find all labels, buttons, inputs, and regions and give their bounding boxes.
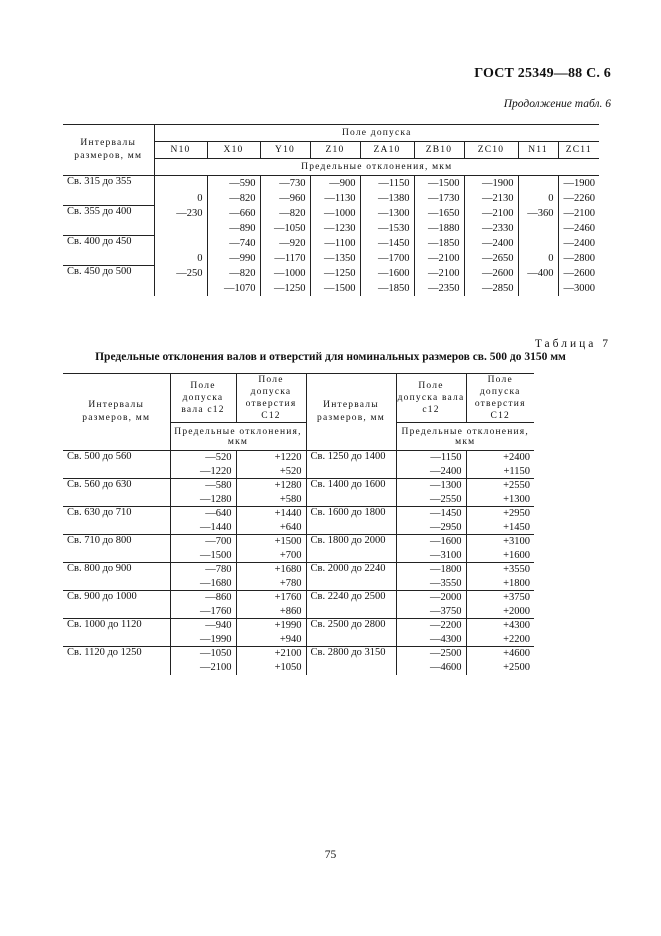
cell: —740: [207, 236, 260, 251]
row-label-2: Св. 1400 до 1600: [306, 479, 396, 507]
table-continuation-note: Продолжение табл. 6: [503, 98, 611, 110]
col-header-n10: N10: [154, 142, 207, 159]
row-label: Св. 900 до 1000: [63, 591, 170, 619]
table-row: [63, 479, 599, 493]
cell-c12-2: —1600: [396, 535, 466, 549]
cell: [518, 221, 558, 236]
col-header-zc10: ZC10: [464, 142, 518, 159]
cell: —1880: [414, 221, 464, 236]
row-label-2: Св. 2500 до 2800: [306, 619, 396, 647]
cell: —1700: [360, 251, 414, 266]
cell-c12: —1440: [170, 521, 236, 535]
cell: 0: [518, 251, 558, 266]
table-row: [63, 535, 599, 549]
cell: [518, 236, 558, 251]
cell: —1130: [310, 191, 360, 206]
cell-c12: —860: [170, 591, 236, 605]
col-header-zc11: ZC11: [558, 142, 599, 159]
cell-c12: —940: [170, 619, 236, 633]
cell: —1250: [310, 266, 360, 281]
cell: —2850: [464, 281, 518, 296]
row-label: Св. 560 до 630: [63, 479, 170, 507]
cell-C12: +1500: [236, 535, 306, 549]
table-7-label: Таблица 7: [534, 338, 611, 350]
cell-c12-2: —2200: [396, 619, 466, 633]
cell-c12: —2100: [170, 661, 236, 675]
cell: [518, 281, 558, 296]
c12-header-2: Поле допуска вала c12: [396, 374, 466, 423]
cell: [154, 176, 207, 191]
units-header-2: Предельные отклонения, мкм: [396, 423, 534, 451]
cell-c12: —580: [170, 479, 236, 493]
cell: —1100: [310, 236, 360, 251]
cell: —1230: [310, 221, 360, 236]
cell: —360: [518, 206, 558, 221]
cell-c12-2: —2400: [396, 465, 466, 479]
table-row: [63, 176, 599, 191]
cell: —2100: [563, 207, 595, 219]
cell: —1170: [260, 251, 310, 266]
cell-c12-2: —1800: [396, 563, 466, 577]
cell: —920: [260, 236, 310, 251]
col-header-y10: Y10: [260, 142, 310, 159]
cell: —2400: [464, 236, 518, 251]
cell: —1000: [310, 206, 360, 221]
cell-C12: +1680: [236, 563, 306, 577]
cell: —820: [260, 206, 310, 221]
cell-C12-2: +3550: [503, 564, 530, 576]
cell: —2800: [563, 252, 595, 264]
cell: —730: [260, 176, 310, 191]
row-label-2: Св. 1800 до 2000: [306, 535, 396, 563]
row-label-2: Св. 2800 до 3150: [306, 647, 396, 675]
cell: —1450: [360, 236, 414, 251]
row-label: Св. 630 до 710: [63, 507, 170, 535]
cell-C12: +940: [236, 633, 306, 647]
cell: —2600: [563, 267, 595, 279]
cell-c12-2: —2000: [396, 591, 466, 605]
row-label: Св. 400 до 450: [63, 236, 154, 266]
cell: —820: [207, 191, 260, 206]
cell: —1500: [310, 281, 360, 296]
table-row: [63, 619, 599, 633]
C12-header-2: Поле допуска отверстия C12: [466, 374, 534, 423]
table-row: [63, 507, 599, 521]
cell-C12-2: +1150: [466, 465, 534, 479]
cell: —2460: [563, 222, 595, 234]
table-7-title: Предельные отклонения валов и отверстий для номинальных размеров св. 500 до 3150 мм: [95, 351, 566, 363]
cell-C12-2: +1600: [466, 549, 534, 563]
cell: —230: [154, 206, 207, 221]
cell: —1380: [360, 191, 414, 206]
table-6: [63, 124, 599, 296]
cell-C12: +520: [236, 465, 306, 479]
cell: —2100: [414, 266, 464, 281]
cell: —2330: [464, 221, 518, 236]
cell-C12-2: +2950: [503, 508, 530, 520]
cell-C12: +640: [236, 521, 306, 535]
cell: [154, 281, 207, 296]
cell-c12: —1280: [170, 493, 236, 507]
cell-c12-2: —2550: [396, 493, 466, 507]
cell-C12-2: +2200: [466, 633, 534, 647]
row-label-2: Св. 2240 до 2500: [306, 591, 396, 619]
row-label: Св. 710 до 800: [63, 535, 170, 563]
row-label: Св. 1000 до 1120: [63, 619, 170, 647]
cell: —1850: [360, 281, 414, 296]
cell: —1050: [260, 221, 310, 236]
table-row: [63, 266, 599, 281]
cell-C12: +2100: [236, 647, 306, 661]
cell-C12-2: +1300: [466, 493, 534, 507]
cell-C12-2: +1450: [466, 521, 534, 535]
cell: —960: [260, 191, 310, 206]
table-row: [63, 647, 599, 661]
cell: —2260: [563, 192, 595, 204]
cell-C12: +1050: [236, 661, 306, 675]
cell-C12: +860: [236, 605, 306, 619]
cell-C12-2: +1800: [466, 577, 534, 591]
table-7: [63, 373, 599, 675]
cell-c12: —1760: [170, 605, 236, 619]
cell: —1150: [360, 176, 414, 191]
cell: —1070: [207, 281, 260, 296]
page-number: 75: [324, 849, 337, 861]
cell: —590: [207, 176, 260, 191]
cell: 0: [154, 251, 207, 266]
cell-c12: —520: [170, 451, 236, 465]
cell-c12-2: —3550: [396, 577, 466, 591]
col-header-n11: N11: [518, 142, 558, 159]
row-label: Св. 500 до 560: [63, 451, 170, 479]
table-row: [63, 563, 599, 577]
cell: —900: [310, 176, 360, 191]
cell: —1850: [414, 236, 464, 251]
cell-c12: —1680: [170, 577, 236, 591]
cell-c12-2: —3100: [396, 549, 466, 563]
table-row: [63, 451, 599, 465]
units-header: Предельные отклонения, мкм: [170, 423, 306, 451]
cell-c12-2: —1300: [396, 479, 466, 493]
cell-c12-2: —3750: [396, 605, 466, 619]
cell: —2650: [464, 251, 518, 266]
cell: —1650: [414, 206, 464, 221]
cell: —1500: [414, 176, 464, 191]
row-label-2: Св. 2000 до 2240: [306, 563, 396, 591]
table-row: [63, 206, 599, 221]
cell-C12: +1990: [236, 619, 306, 633]
cell-C12-2: +3100: [503, 536, 530, 548]
row-label: Св. 355 до 400: [63, 206, 154, 236]
col-header-x10: X10: [207, 142, 260, 159]
cell: —1350: [310, 251, 360, 266]
cell-C12-2: +4600: [503, 648, 530, 660]
cell: —2350: [414, 281, 464, 296]
row-label: Св. 450 до 500: [63, 266, 154, 296]
cell: —1600: [360, 266, 414, 281]
cell: 0: [518, 191, 558, 206]
interval-header: Интервалы размеров, мм: [63, 374, 170, 451]
cell-c12: —1050: [170, 647, 236, 661]
cell: [154, 221, 207, 236]
cell: —2100: [414, 251, 464, 266]
document-header: ГОСТ 25349—88 С. 6: [474, 66, 611, 81]
cell-c12-2: —1450: [396, 507, 466, 521]
field-header: Поле допуска: [154, 125, 599, 142]
table-row: [63, 591, 599, 605]
cell-c12: —1220: [170, 465, 236, 479]
cell: —990: [207, 251, 260, 266]
row-label: Св. 800 до 900: [63, 563, 170, 591]
cell: —1000: [260, 266, 310, 281]
cell-c12-2: —2500: [396, 647, 466, 661]
cell: —1300: [360, 206, 414, 221]
cell: —1900: [563, 177, 595, 189]
cell: —2130: [464, 191, 518, 206]
cell: —2100: [464, 206, 518, 221]
C12-header: Поле допуска отверстия C12: [236, 374, 306, 423]
cell-c12-2: —4300: [396, 633, 466, 647]
col-header-za10: ZA10: [360, 142, 414, 159]
cell: —3000: [563, 282, 595, 294]
cell-C12-2: +4300: [503, 620, 530, 632]
cell-C12: +580: [236, 493, 306, 507]
cell-C12: +1220: [236, 451, 306, 465]
cell: —820: [207, 266, 260, 281]
cell: [154, 236, 207, 251]
cell-c12: —780: [170, 563, 236, 577]
cell-c12-2: —4600: [396, 661, 466, 675]
cell-C12: +700: [236, 549, 306, 563]
cell: —2400: [563, 237, 595, 249]
cell: —1730: [414, 191, 464, 206]
cell-C12: +1440: [236, 507, 306, 521]
cell-C12-2: +3750: [503, 592, 530, 604]
row-label: Св. 315 до 355: [63, 176, 154, 206]
interval-header-2: Интервалы размеров, мм: [306, 374, 396, 451]
cell-C12-2: +2000: [466, 605, 534, 619]
cell-c12: —1500: [170, 549, 236, 563]
col-header-zb10: ZB10: [414, 142, 464, 159]
cell-C12: +1760: [236, 591, 306, 605]
cell-C12-2: +2550: [503, 480, 530, 492]
cell-C12-2: +2400: [503, 452, 530, 464]
cell-c12-2: —2950: [396, 521, 466, 535]
cell: —660: [207, 206, 260, 221]
cell-C12-2: +2500: [503, 662, 530, 673]
cell: —1250: [260, 281, 310, 296]
units-header: Предельные отклонения, мкм: [154, 159, 599, 176]
cell-C12: +1280: [236, 479, 306, 493]
row-label-2: Св. 1600 до 1800: [306, 507, 396, 535]
col-header-z10: Z10: [310, 142, 360, 159]
cell: —1900: [464, 176, 518, 191]
cell: —250: [154, 266, 207, 281]
cell: —2600: [464, 266, 518, 281]
cell: —890: [207, 221, 260, 236]
c12-header: Поле допуска вала c12: [170, 374, 236, 423]
cell-c12: —1990: [170, 633, 236, 647]
row-label: Св. 1120 до 1250: [63, 647, 170, 675]
cell: —1530: [360, 221, 414, 236]
cell-c12-2: —1150: [396, 451, 466, 465]
row-label-2: Св. 1250 до 1400: [306, 451, 396, 479]
cell-c12: —640: [170, 507, 236, 521]
interval-header: Интервалы размеров, мм: [63, 125, 154, 176]
cell-c12: —700: [170, 535, 236, 549]
cell: [518, 176, 558, 191]
cell: —400: [518, 266, 558, 281]
cell-C12: +780: [236, 577, 306, 591]
cell: 0: [154, 191, 207, 206]
table-row: [63, 236, 599, 251]
